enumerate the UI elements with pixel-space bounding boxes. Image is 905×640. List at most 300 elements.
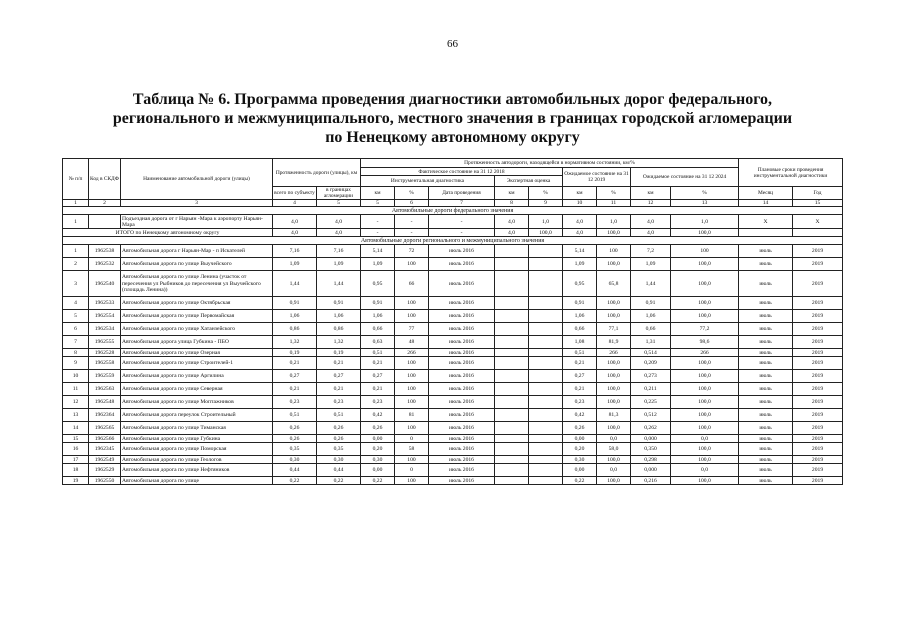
cell-plan-year: 2019 <box>793 435 843 443</box>
cell-plan-year: 2019 <box>793 409 843 422</box>
cell-expert-pct <box>529 297 563 310</box>
cell-instr-date: июль 2016 <box>429 456 495 464</box>
cell-exp2019-km: 1,06 <box>563 310 597 323</box>
cell-expert-km <box>495 443 529 456</box>
cell-exp2024-pct: 98,6 <box>671 336 739 349</box>
cell-exp2019-km: 0,00 <box>563 464 597 477</box>
cell-exp2019-km: 1,08 <box>563 336 597 349</box>
cell-exp2019-km: 0,21 <box>563 357 597 370</box>
total-cell: 100,0 <box>671 229 739 237</box>
cell-exp2019-pct: 81,3 <box>597 409 631 422</box>
cell-plan-year: 2019 <box>793 443 843 456</box>
cell-instr-date: июль 2016 <box>429 409 495 422</box>
cell-road-name: Автомобильная дорога по улице Аргилина <box>121 370 273 383</box>
cell-length-total: 1,32 <box>273 336 317 349</box>
cell-code: 1962534 <box>89 323 121 336</box>
cell-exp2019-km: 0,20 <box>563 443 597 456</box>
total-row <box>63 229 843 237</box>
cell-exp2024-pct: 100,0 <box>671 422 739 435</box>
cell-plan-month: июль <box>739 271 793 297</box>
cell-instr-km: 0,22 <box>361 477 395 485</box>
cell-instr-date: июль 2016 <box>429 435 495 443</box>
cell-exp2019-pct: 100,0 <box>597 357 631 370</box>
cell-exp2019-pct: 100,0 <box>597 383 631 396</box>
cell-expert-km <box>495 245 529 258</box>
cell-code: 1962566 <box>89 435 121 443</box>
cell-expert-km <box>495 383 529 396</box>
cell-exp2024-km: 0,514 <box>631 349 671 357</box>
cell-instr-km: 0,95 <box>361 271 395 297</box>
header-month: Месяц <box>739 187 793 200</box>
cell-length-agglo: 0,26 <box>317 422 361 435</box>
cell-exp2024-km: 4,0 <box>631 215 671 229</box>
cell-length-agglo: 7,16 <box>317 245 361 258</box>
cell-length-total: 4,0 <box>273 215 317 229</box>
cell-length-agglo: 1,09 <box>317 258 361 271</box>
cell-length-total: 0,21 <box>273 383 317 396</box>
cell-exp2024-km: 1,09 <box>631 258 671 271</box>
cell-plan-month: июль <box>739 464 793 477</box>
cell-instr-pct: 58 <box>395 443 429 456</box>
cell-road-name: Автомобильная дорога по улице Тиманская <box>121 422 273 435</box>
cell-plan-month: июль <box>739 297 793 310</box>
cell-exp2019-pct: 1,0 <box>597 215 631 229</box>
cell-instr-km: 0,21 <box>361 383 395 396</box>
cell-exp2024-pct: 100,0 <box>671 271 739 297</box>
cell-expert-km <box>495 370 529 383</box>
cell-code: 1962549 <box>89 456 121 464</box>
cell-expert-km <box>495 456 529 464</box>
header-num: № п/п <box>63 159 89 200</box>
cell-instr-pct: 100 <box>395 297 429 310</box>
cell-row-num: 5 <box>63 310 89 323</box>
cell-length-agglo: 1,06 <box>317 310 361 323</box>
table-row <box>63 435 843 443</box>
header-length-agglo: в границах агломерации <box>317 187 361 200</box>
cell-exp2024-pct: 266 <box>671 349 739 357</box>
cell-expert-pct <box>529 357 563 370</box>
cell-plan-year: 2019 <box>793 349 843 357</box>
cell-instr-pct: 100 <box>395 310 429 323</box>
header-code: Код в СКДФ <box>89 159 121 200</box>
cell-road-name: Автомобильная дорога по улице Губкина <box>121 435 273 443</box>
cell-instr-km: 0,26 <box>361 422 395 435</box>
cell-expert-km <box>495 310 529 323</box>
cell-exp2024-pct: 100,0 <box>671 396 739 409</box>
cell-row-num: 10 <box>63 370 89 383</box>
cell-plan-year: 2019 <box>793 336 843 349</box>
cell-exp2024-km: 0,262 <box>631 422 671 435</box>
total-cell: 4,0 <box>495 229 529 237</box>
cell-exp2024-pct: 100,0 <box>671 383 739 396</box>
table-row <box>63 245 843 258</box>
cell-instr-date: июль 2016 <box>429 443 495 456</box>
total-label: ИТОГО по Ненецкому автономному округу <box>63 229 273 237</box>
cell-plan-month: июль <box>739 443 793 456</box>
cell-row-num: 19 <box>63 477 89 485</box>
header-pct: % <box>529 187 563 200</box>
column-number: 15 <box>793 200 843 207</box>
cell-row-num: 7 <box>63 336 89 349</box>
cell-length-total: 0,35 <box>273 443 317 456</box>
total-cell: 100,0 <box>529 229 563 237</box>
cell-expert-km <box>495 297 529 310</box>
cell-exp2024-km: 1,06 <box>631 310 671 323</box>
cell-expert-km: 4,0 <box>495 215 529 229</box>
cell-length-total: 0,23 <box>273 396 317 409</box>
cell-instr-km: 0,21 <box>361 357 395 370</box>
cell-code: 1962540 <box>89 271 121 297</box>
header-instrumental: Инструментальная диагностика <box>361 176 495 187</box>
cell-exp2019-km: 0,30 <box>563 456 597 464</box>
cell-exp2019-pct: 100,0 <box>597 396 631 409</box>
cell-instr-pct: 48 <box>395 336 429 349</box>
cell-length-agglo: 0,21 <box>317 357 361 370</box>
header-length-total: всего по субъекту <box>273 187 317 200</box>
cell-exp2024-pct: 100,0 <box>671 409 739 422</box>
cell-exp2024-pct: 100,0 <box>671 297 739 310</box>
title-line-1: Таблица № 6. Программа проведения диагностики автомобильных дорог федерального, <box>132 91 773 108</box>
cell-expert-pct <box>529 456 563 464</box>
cell-instr-km: 0,00 <box>361 464 395 477</box>
cell-instr-km: 0,51 <box>361 349 395 357</box>
cell-instr-km: 0,30 <box>361 456 395 464</box>
cell-plan-year: 2019 <box>793 258 843 271</box>
table-row <box>63 422 843 435</box>
cell-length-agglo: 0,23 <box>317 396 361 409</box>
table-row <box>63 464 843 477</box>
cell-row-num: 12 <box>63 396 89 409</box>
cell-plan-month: июль <box>739 336 793 349</box>
header-pct: % <box>597 187 631 200</box>
cell-plan-year: 2019 <box>793 357 843 370</box>
cell-instr-km: 5,14 <box>361 245 395 258</box>
cell-row-num: 8 <box>63 349 89 357</box>
cell-exp2019-pct: 65,8 <box>597 271 631 297</box>
cell-code: 1962558 <box>89 357 121 370</box>
cell-row-num: 2 <box>63 258 89 271</box>
cell-exp2019-km: 0,23 <box>563 396 597 409</box>
cell-expert-km <box>495 336 529 349</box>
cell-exp2024-km: 0,298 <box>631 456 671 464</box>
cell-length-agglo: 1,32 <box>317 336 361 349</box>
cell-exp2019-km: 0,22 <box>563 477 597 485</box>
table-row <box>63 477 843 485</box>
cell-length-agglo: 0,35 <box>317 443 361 456</box>
cell-exp2019-km: 4,0 <box>563 215 597 229</box>
cell-exp2019-pct: 100,0 <box>597 456 631 464</box>
cell-instr-date: июль 2016 <box>429 370 495 383</box>
cell-expert-pct <box>529 245 563 258</box>
cell-plan-month: июль <box>739 477 793 485</box>
cell-road-name: Автомобильная дорога по улице <box>121 477 273 485</box>
total-cell: 100,0 <box>597 229 631 237</box>
cell-row-num: 4 <box>63 297 89 310</box>
cell-code: 1962555 <box>89 336 121 349</box>
cell-code: 1962538 <box>89 245 121 258</box>
cell-length-total: 0,21 <box>273 357 317 370</box>
cell-exp2019-pct: 100,0 <box>597 310 631 323</box>
column-number: 1 <box>63 200 89 207</box>
cell-exp2019-pct: 100 <box>597 245 631 258</box>
table-row <box>63 443 843 456</box>
cell-plan-month: июль <box>739 383 793 396</box>
cell-expert-pct: 1,0 <box>529 215 563 229</box>
cell-exp2024-km: 7,2 <box>631 245 671 258</box>
cell-row-num: 1 <box>63 215 89 229</box>
cell-instr-pct: 0 <box>395 464 429 477</box>
table-row <box>63 349 843 357</box>
cell-exp2024-pct: 100,0 <box>671 456 739 464</box>
column-number: 11 <box>597 200 631 207</box>
cell-length-agglo: 0,22 <box>317 477 361 485</box>
cell-exp2019-km: 5,14 <box>563 245 597 258</box>
cell-plan-month: июль <box>739 396 793 409</box>
cell-row-num: 16 <box>63 443 89 456</box>
section-regional: Автомобильные дороги регионального и межмуниципального значения <box>63 237 843 245</box>
cell-expert-km <box>495 435 529 443</box>
cell-length-agglo: 0,44 <box>317 464 361 477</box>
cell-row-num: 6 <box>63 323 89 336</box>
cell-exp2019-km: 0,27 <box>563 370 597 383</box>
cell-exp2024-pct: 100,0 <box>671 258 739 271</box>
column-number: 12 <box>631 200 671 207</box>
cell-row-num: 18 <box>63 464 89 477</box>
cell-exp2024-km: 1,44 <box>631 271 671 297</box>
cell-code: 1962554 <box>89 310 121 323</box>
cell-row-num: 3 <box>63 271 89 297</box>
cell-expert-km <box>495 271 529 297</box>
table-row <box>63 396 843 409</box>
total-cell: - <box>429 229 495 237</box>
cell-plan-month: июль <box>739 258 793 271</box>
header-pct: % <box>395 187 429 200</box>
cell-code: 1962529 <box>89 464 121 477</box>
title-line-2: регионального и межмуниципального, местного значения в границах городской агломерации <box>112 110 793 127</box>
cell-exp2019-pct: 100,0 <box>597 370 631 383</box>
total-cell: - <box>395 229 429 237</box>
table-row <box>63 336 843 349</box>
cell-length-total: 0,30 <box>273 456 317 464</box>
total-cell: 4,0 <box>317 229 361 237</box>
header-km: км <box>361 187 395 200</box>
cell-plan-month: июль <box>739 409 793 422</box>
cell-exp2019-km: 0,21 <box>563 383 597 396</box>
cell-instr-km: 0,91 <box>361 297 395 310</box>
cell-instr-date: июль 2016 <box>429 336 495 349</box>
cell-instr-date: июль 2016 <box>429 245 495 258</box>
table-row <box>63 310 843 323</box>
cell-length-agglo: 0,51 <box>317 409 361 422</box>
cell-road-name: Подъездная дорога от г Нарьян -Мара к аэропорту Нарьян-Мара <box>121 215 273 229</box>
header-name: Наименование автомобильной дороги (улицы) <box>121 159 273 200</box>
column-number: 5 <box>361 200 395 207</box>
cell-plan-year: 2019 <box>793 370 843 383</box>
cell-road-name: Автомобильная дорога по улице Нефтяников <box>121 464 273 477</box>
header-km: км <box>563 187 597 200</box>
title-line-3: по Ненецкому автономному округу <box>325 129 580 146</box>
header-km: км <box>631 187 671 200</box>
cell-length-agglo: 0,86 <box>317 323 361 336</box>
cell-plan-month: июль <box>739 323 793 336</box>
cell-road-name: Автомобильная дорога по улице Поморская <box>121 443 273 456</box>
cell-length-total: 0,44 <box>273 464 317 477</box>
cell-instr-date: июль 2016 <box>429 323 495 336</box>
cell-instr-km: - <box>361 215 395 229</box>
table-row <box>63 271 843 297</box>
cell-exp2019-pct: 100,0 <box>597 477 631 485</box>
cell-instr-km: 0,42 <box>361 409 395 422</box>
header-pct: % <box>671 187 739 200</box>
cell-code: 1962559 <box>89 370 121 383</box>
cell-length-total: 0,26 <box>273 422 317 435</box>
cell-exp2019-km: 0,95 <box>563 271 597 297</box>
cell-instr-pct: 66 <box>395 271 429 297</box>
cell-exp2024-km: 0,91 <box>631 297 671 310</box>
cell-row-num: 15 <box>63 435 89 443</box>
cell-plan-year: 2019 <box>793 396 843 409</box>
cell-expert-km <box>495 396 529 409</box>
cell-exp2019-km: 0,00 <box>563 435 597 443</box>
cell-instr-pct: 72 <box>395 245 429 258</box>
cell-instr-pct: 0 <box>395 435 429 443</box>
cell-instr-km: 0,23 <box>361 396 395 409</box>
column-number: 3 <box>121 200 273 207</box>
cell-plan-month: июль <box>739 435 793 443</box>
column-number: 5 <box>317 200 361 207</box>
cell-code: 1962528 <box>89 349 121 357</box>
table-row <box>63 323 843 336</box>
cell-exp2019-km: 1,09 <box>563 258 597 271</box>
cell-length-total: 0,51 <box>273 409 317 422</box>
cell-instr-pct: 77 <box>395 323 429 336</box>
cell-expert-pct <box>529 383 563 396</box>
header-planned: Плановые сроки проведения инструментальной диагностики <box>739 159 843 187</box>
cell-instr-date: июль 2016 <box>429 383 495 396</box>
cell-plan-year: 2019 <box>793 323 843 336</box>
cell-expert-km <box>495 464 529 477</box>
cell-instr-date: - <box>429 215 495 229</box>
cell-instr-pct: 81 <box>395 409 429 422</box>
cell-instr-km: 1,09 <box>361 258 395 271</box>
column-number: 7 <box>429 200 495 207</box>
cell-row-num: 1 <box>63 245 89 258</box>
cell-instr-date: июль 2016 <box>429 396 495 409</box>
cell-road-name: Автомобильная дорога улица Губкина - ПБО <box>121 336 273 349</box>
cell-instr-date: июль 2016 <box>429 357 495 370</box>
cell-road-name: Автомобильная дорога по улице Строителей-1 <box>121 357 273 370</box>
section-federal: Автомобильные дороги федерального значения <box>63 207 843 215</box>
cell-instr-pct: 100 <box>395 370 429 383</box>
column-number: 9 <box>529 200 563 207</box>
cell-exp2019-km: 0,91 <box>563 297 597 310</box>
cell-exp2019-km: 0,66 <box>563 323 597 336</box>
cell-road-name: Автомобильная дорога по улице Озерная <box>121 349 273 357</box>
cell-instr-km: 0,63 <box>361 336 395 349</box>
cell-road-name: Автомобильная дорога по улице Первомайская <box>121 310 273 323</box>
cell-exp2024-pct: 100,0 <box>671 370 739 383</box>
cell-expert-km <box>495 409 529 422</box>
cell-instr-pct: 100 <box>395 477 429 485</box>
cell-instr-km: 0,66 <box>361 323 395 336</box>
cell-length-agglo: 0,21 <box>317 383 361 396</box>
cell-exp2024-km: 0,273 <box>631 370 671 383</box>
cell-exp2024-km: 0,66 <box>631 323 671 336</box>
cell-instr-pct: 100 <box>395 258 429 271</box>
cell-instr-pct: 100 <box>395 396 429 409</box>
header-expert: Экспертная оценка <box>495 176 563 187</box>
cell-length-agglo: 0,27 <box>317 370 361 383</box>
cell-instr-pct: 266 <box>395 349 429 357</box>
cell-length-total: 1,06 <box>273 310 317 323</box>
cell-exp2019-km: 0,51 <box>563 349 597 357</box>
cell-plan-month: июль <box>739 357 793 370</box>
table-row <box>63 383 843 396</box>
cell-instr-date: июль 2016 <box>429 464 495 477</box>
cell-expert-km <box>495 477 529 485</box>
cell-code: 1962364 <box>89 409 121 422</box>
cell-plan-month: июль <box>739 310 793 323</box>
cell-instr-date: июль 2016 <box>429 422 495 435</box>
cell-row-num: 11 <box>63 383 89 396</box>
cell-length-agglo: 0,91 <box>317 297 361 310</box>
cell-road-name: Автомобильная дорога переулок Строительный <box>121 409 273 422</box>
column-number: 4 <box>273 200 317 207</box>
table-row <box>63 370 843 383</box>
column-number: 2 <box>89 200 121 207</box>
cell-exp2024-km: 0,216 <box>631 477 671 485</box>
cell-plan-month: июль <box>739 245 793 258</box>
cell-instr-km: 0,27 <box>361 370 395 383</box>
document-title <box>60 90 845 147</box>
total-cell: 4,0 <box>563 229 597 237</box>
cell-plan-year: 2019 <box>793 297 843 310</box>
column-number: 10 <box>563 200 597 207</box>
total-cell: 4,0 <box>273 229 317 237</box>
cell-expert-pct <box>529 310 563 323</box>
cell-length-agglo: 4,0 <box>317 215 361 229</box>
cell-code: 1962565 <box>89 422 121 435</box>
cell-expert-pct <box>529 464 563 477</box>
header-km: км <box>495 187 529 200</box>
cell-expert-km <box>495 357 529 370</box>
cell-exp2024-pct: 77,2 <box>671 323 739 336</box>
cell-exp2024-pct: 100 <box>671 245 739 258</box>
cell-code: 1962345 <box>89 443 121 456</box>
cell-length-agglo: 0,19 <box>317 349 361 357</box>
cell-length-total: 0,91 <box>273 297 317 310</box>
cell-instr-date: июль 2016 <box>429 349 495 357</box>
header-expected-2024: Ожидаемое состояние на 31 12 2024 <box>631 168 739 187</box>
cell-road-name: Автомобильная дорога по улице Ленина (участок от пересечения ул Рыбников до пересечения ул Выучейского (площадь Ленина)) <box>121 271 273 297</box>
total-cell <box>793 229 843 237</box>
cell-exp2019-pct: 81,9 <box>597 336 631 349</box>
cell-row-num: 9 <box>63 357 89 370</box>
cell-exp2019-pct: 0,0 <box>597 464 631 477</box>
cell-length-agglo: 1,44 <box>317 271 361 297</box>
cell-plan-year: 2019 <box>793 422 843 435</box>
cell-code <box>89 215 121 229</box>
cell-road-name: Автомобильная дорога по улице Моптажников <box>121 396 273 409</box>
cell-expert-pct <box>529 435 563 443</box>
cell-expert-km <box>495 323 529 336</box>
cell-exp2024-km: 0,000 <box>631 435 671 443</box>
cell-exp2024-km: 0,350 <box>631 443 671 456</box>
cell-instr-km: 1,06 <box>361 310 395 323</box>
cell-length-total: 0,22 <box>273 477 317 485</box>
cell-expert-km <box>495 422 529 435</box>
total-cell: 4,0 <box>631 229 671 237</box>
